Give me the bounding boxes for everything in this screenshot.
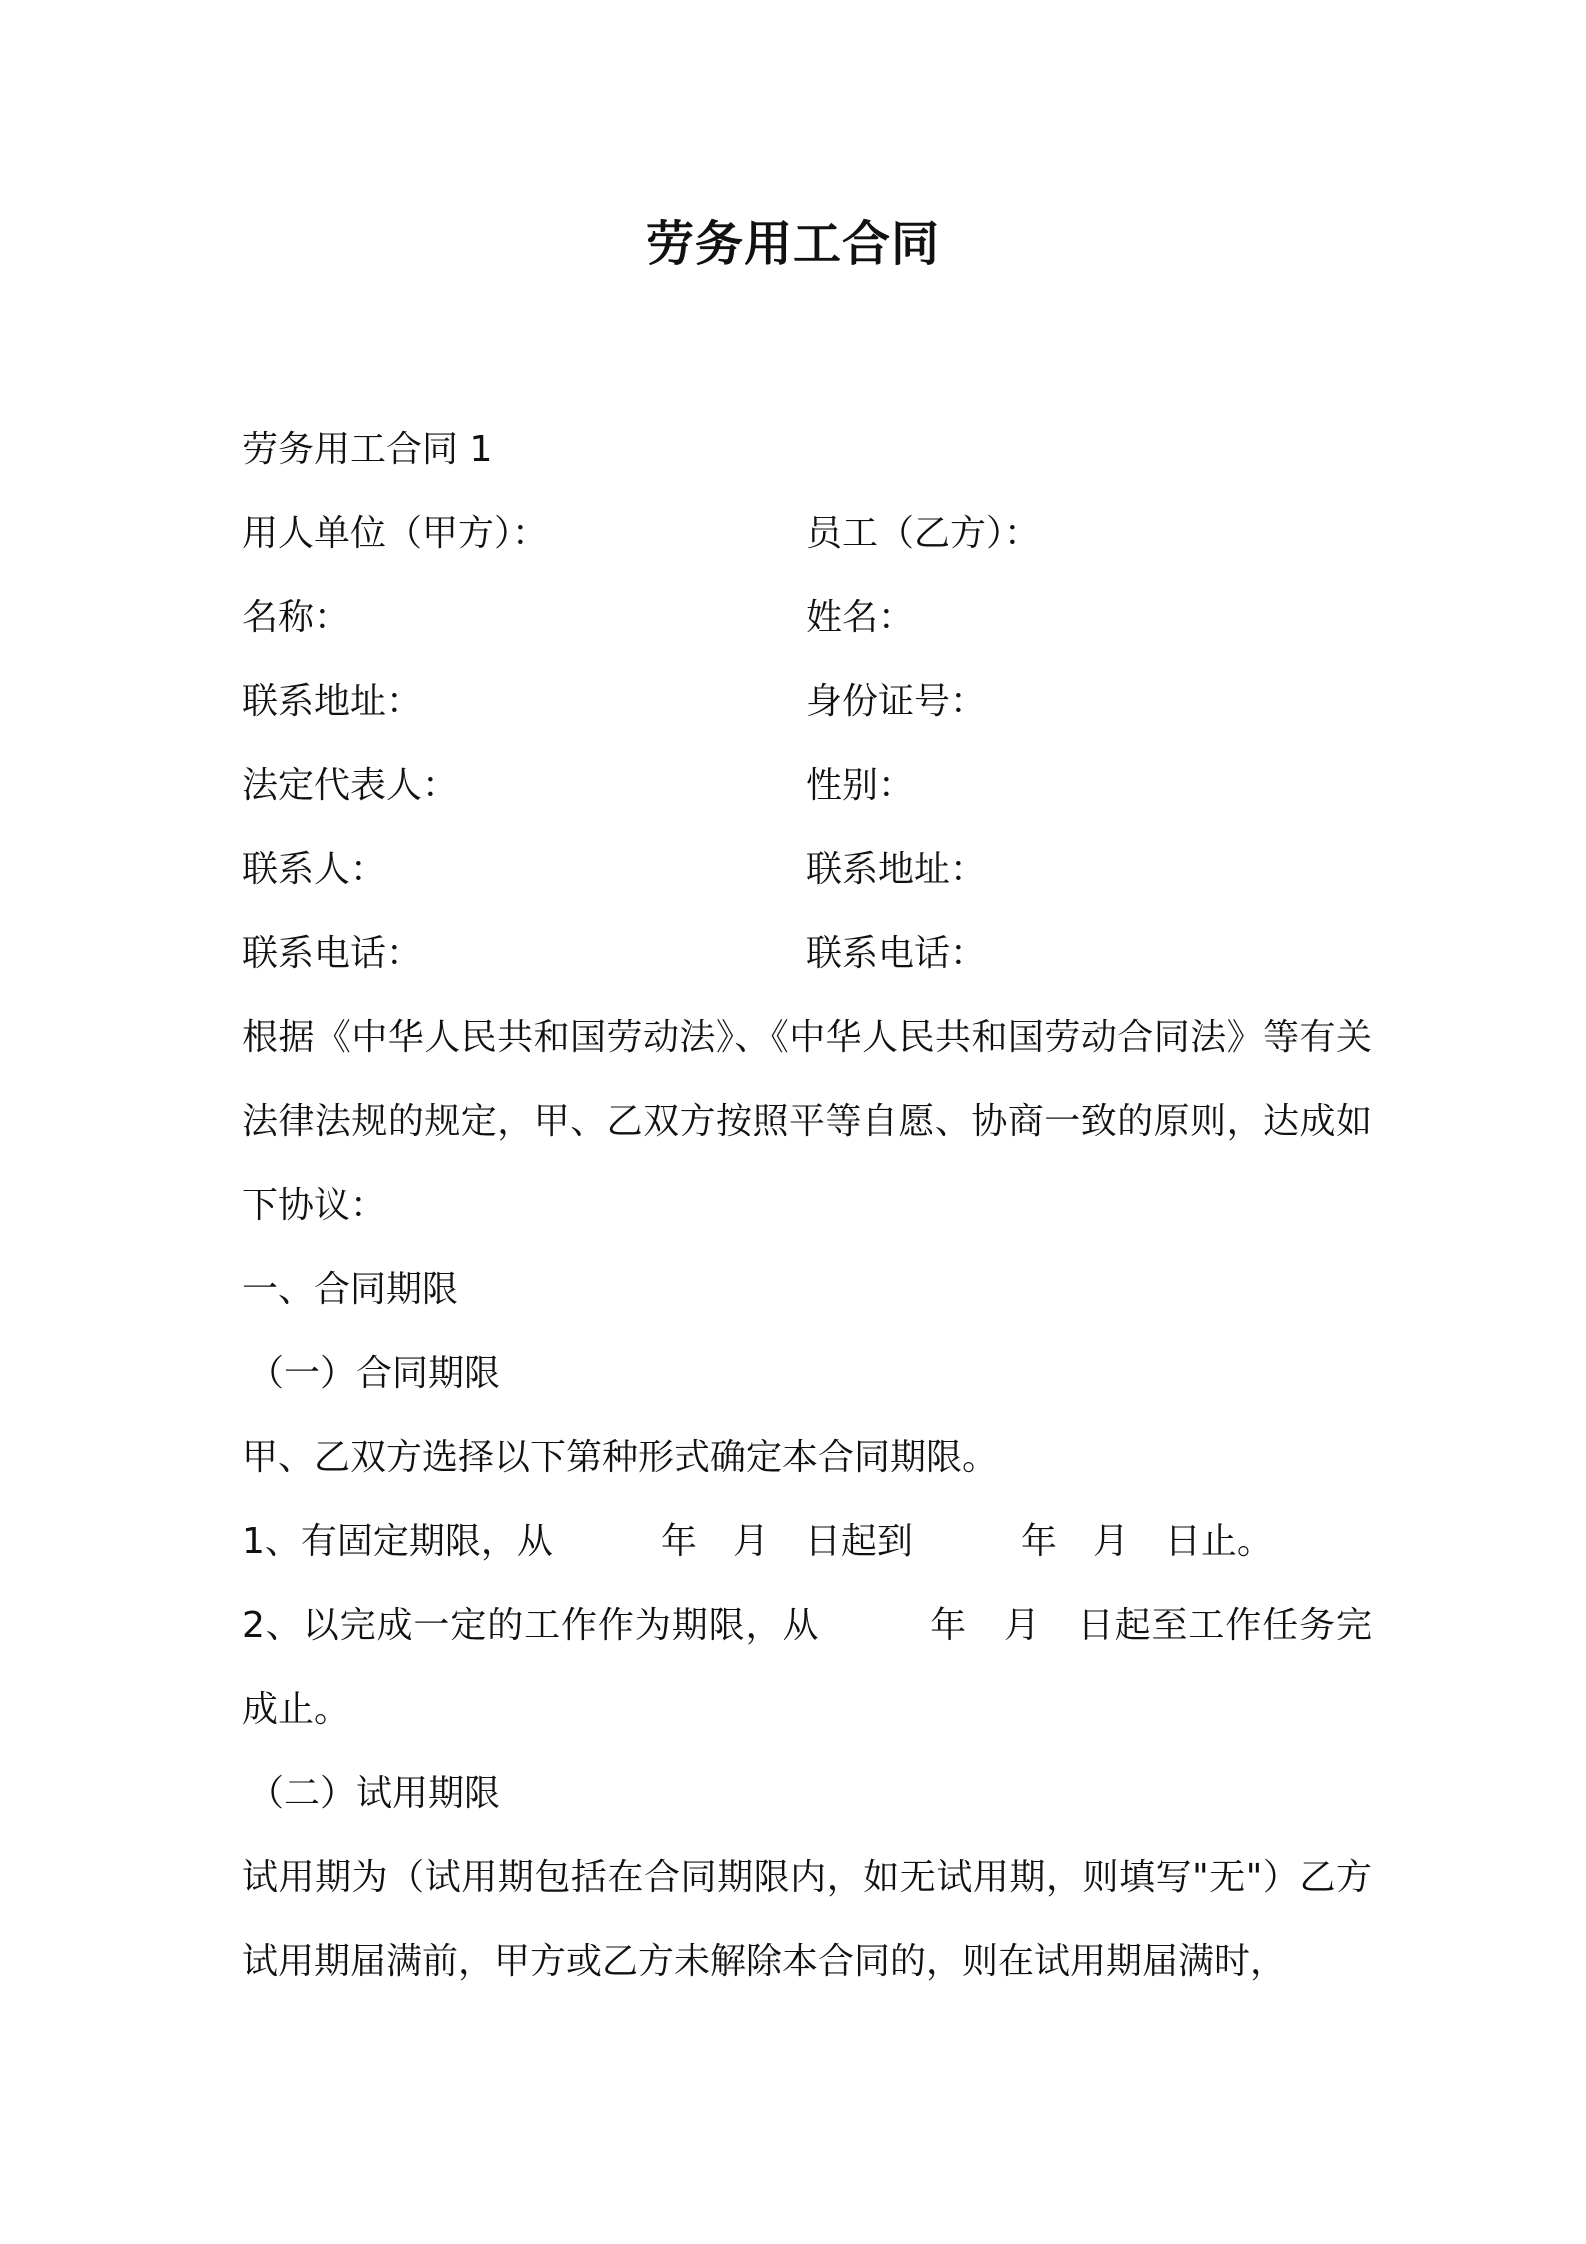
party-b-phone-field: 联系电话：: [806, 933, 987, 974]
party-row-name: [242, 576, 1372, 660]
party-a-label: 用人单位（甲方）：: [242, 513, 549, 554]
section-1-heading: 一、合同期限: [242, 1269, 459, 1310]
party-row-contact: [242, 828, 1372, 912]
document-body: [242, 408, 1372, 2004]
document-title: 劳务用工合同: [645, 216, 940, 272]
party-a-representative-field: 法定代表人：: [242, 765, 459, 806]
party-b-gender-field: 性别：: [806, 765, 915, 806]
contract-subtitle: 劳务用工合同 1: [242, 429, 493, 470]
party-a-phone-field: 联系电话：: [242, 933, 423, 974]
party-b-name-field: 姓名：: [806, 597, 915, 638]
party-row-phone: [242, 912, 1372, 996]
party-a-name-field: 名称：: [242, 597, 351, 638]
term-option-2: 2、以完成一定的工作作为期限，从 年 月 日起至工作任务完成止。: [242, 1605, 1372, 1730]
party-row-header: [242, 492, 1372, 576]
section-1-sub-2-heading: （二）试用期限: [248, 1773, 501, 1814]
party-a-contact-field: 联系人：: [242, 849, 387, 890]
party-b-label: 员工（乙方）：: [806, 513, 1041, 554]
party-b-address-field: 联系地址：: [806, 849, 987, 890]
party-b-id-field: 身份证号：: [806, 681, 987, 722]
section-1-sub-1-heading: （一）合同期限: [248, 1353, 501, 1394]
term-option-1: 1、有固定期限，从 年 月 日起到 年 月 日止。: [242, 1521, 1273, 1562]
probation-paragraph: 试用期为（试用期包括在合同期限内，如无试用期，则填写"无"）乙方试用期届满前，甲方或乙方未解除本合同的，则在试用期届满时，: [242, 1857, 1372, 1982]
party-a-address-field: 联系地址：: [242, 681, 423, 722]
preamble-paragraph: 根据《中华人民共和国劳动法》、《中华人民共和国劳动合同法》等有关法律法规的规定，甲、乙双方按照平等自愿、协商一致的原则，达成如下协议：: [242, 1017, 1372, 1226]
party-row-representative: [242, 744, 1372, 828]
party-row-address: [242, 660, 1372, 744]
section-1-sub-1-intro: 甲、乙双方选择以下第种形式确定本合同期限。: [242, 1437, 999, 1478]
